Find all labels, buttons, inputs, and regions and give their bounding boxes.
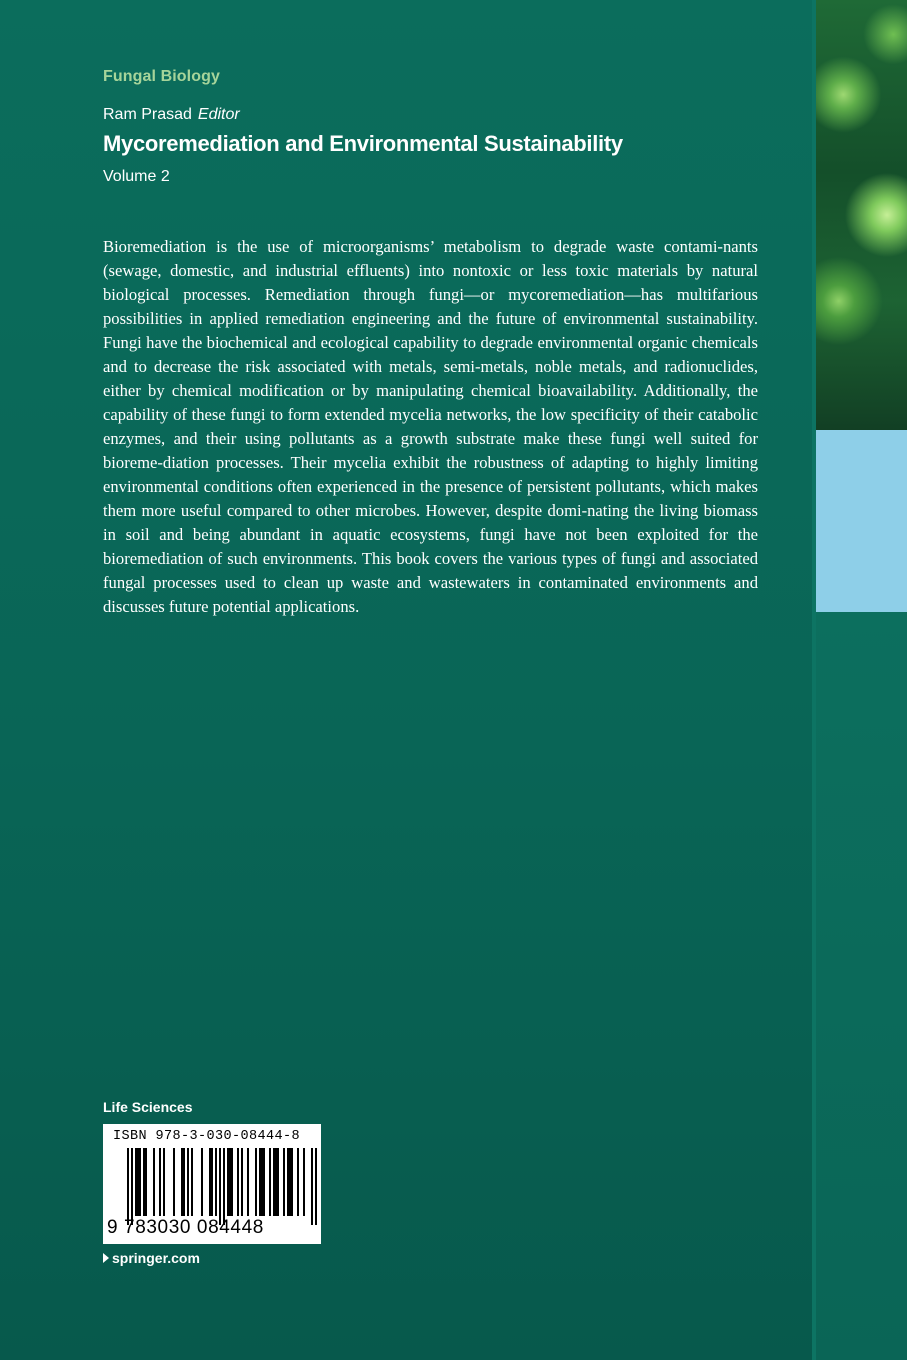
series-name: Fungal Biology (103, 68, 220, 85)
barcode-bar (209, 1148, 211, 1216)
barcode-bar (127, 1148, 129, 1225)
publisher-url: springer.com (112, 1250, 200, 1266)
barcode-bar (173, 1148, 175, 1216)
barcode-bar (201, 1148, 203, 1216)
barcode-bar (291, 1148, 293, 1216)
barcode-bar (219, 1148, 221, 1225)
barcode-bar (143, 1148, 145, 1216)
barcode-bar (263, 1148, 265, 1216)
publisher-link[interactable] (103, 1250, 200, 1266)
ean-digits: 9 783030 084448 (107, 1217, 264, 1238)
barcode-bar (183, 1148, 185, 1216)
barcode-bar (247, 1148, 249, 1216)
barcode-bar (137, 1148, 139, 1216)
barcode-bar (241, 1148, 243, 1216)
barcode-bar (159, 1148, 161, 1216)
barcode-bar (145, 1148, 147, 1216)
barcode-bar (237, 1148, 239, 1216)
barcode-bar (283, 1148, 285, 1216)
barcode-bar (287, 1148, 289, 1216)
barcode-bar (191, 1148, 193, 1216)
barcode-bar (275, 1148, 277, 1216)
barcode-bar (135, 1148, 137, 1216)
barcode-bar (273, 1148, 275, 1216)
barcode-bar (277, 1148, 279, 1216)
book-description: Bioremediation is the use of microorganisms’ metabolism to degrade waste contami-nants (sewage, domestic, and industrial effluents) into nontoxic or less toxic materials by natural biological processes. Remediation through fungi—or mycoremediation—has multifarious possibilities in applied remediation engineering and the future of environmental sustainability. Fungi have the biochemical and ecological capability to degrade environmental organic chemicals and to decrease the risk associated with metals, semi-metals, noble metals, and radionuclides, either by chemical modification or by manipulating chemical bioavailability. Additionally, the capability of these fungi to form extended mycelia networks, the low specificity of their catabolic enzymes, and their using pollutants as a growth substrate make these fungi well suited for bioreme-diation processes. Their mycelia exhibit the robustness of adapting to highly limiting environmental conditions often experienced in the presence of persistent pollutants, which makes them more useful compared to other microbes. However, despite domi-nating the living biomass in soil and being abundant in aquatic ecosystems, fungi have not been exploited for the bioremediation of such environments. This book covers the various types of fungi and associated fungal processes used to clean up waste and wastewaters in contaminated environments and discusses future potential applications. (103, 237, 758, 616)
editor-name: Ram Prasad (103, 106, 192, 123)
barcode-bar (311, 1148, 313, 1225)
subject-category: Life Sciences (103, 1099, 193, 1115)
isbn-barcode (103, 1124, 321, 1244)
barcode-bar (187, 1148, 189, 1216)
barcode-bar (297, 1148, 299, 1216)
barcode-bar (227, 1148, 229, 1216)
barcode-bar (303, 1148, 305, 1216)
barcode-bar (229, 1148, 231, 1216)
barcode-bar (215, 1148, 217, 1216)
editor-line (103, 106, 240, 124)
barcode-bar (289, 1148, 291, 1216)
triangle-right-icon (103, 1253, 109, 1263)
isbn-label: ISBN 978-3-030-08444-8 (113, 1129, 301, 1144)
blue-accent-band (816, 430, 907, 612)
barcode-bar (255, 1148, 257, 1216)
fungi-photo-strip (816, 0, 907, 430)
barcode-bar (153, 1148, 155, 1216)
volume-label: Volume 2 (103, 168, 170, 185)
barcode-bar (315, 1148, 317, 1225)
barcode-bar (223, 1148, 225, 1225)
barcode-bar (269, 1148, 271, 1216)
barcode-bar (231, 1148, 233, 1216)
side-green-band (816, 612, 907, 1360)
barcode-bar (131, 1148, 133, 1225)
barcode-bar (181, 1148, 183, 1216)
barcode-bar (259, 1148, 261, 1216)
barcode-bar (211, 1148, 213, 1216)
barcode-bar (139, 1148, 141, 1216)
editor-role: Editor (197, 106, 240, 123)
barcode-bar (261, 1148, 263, 1216)
book-title: Mycoremediation and Environmental Sustainability (103, 131, 623, 156)
barcode-bar (163, 1148, 165, 1216)
